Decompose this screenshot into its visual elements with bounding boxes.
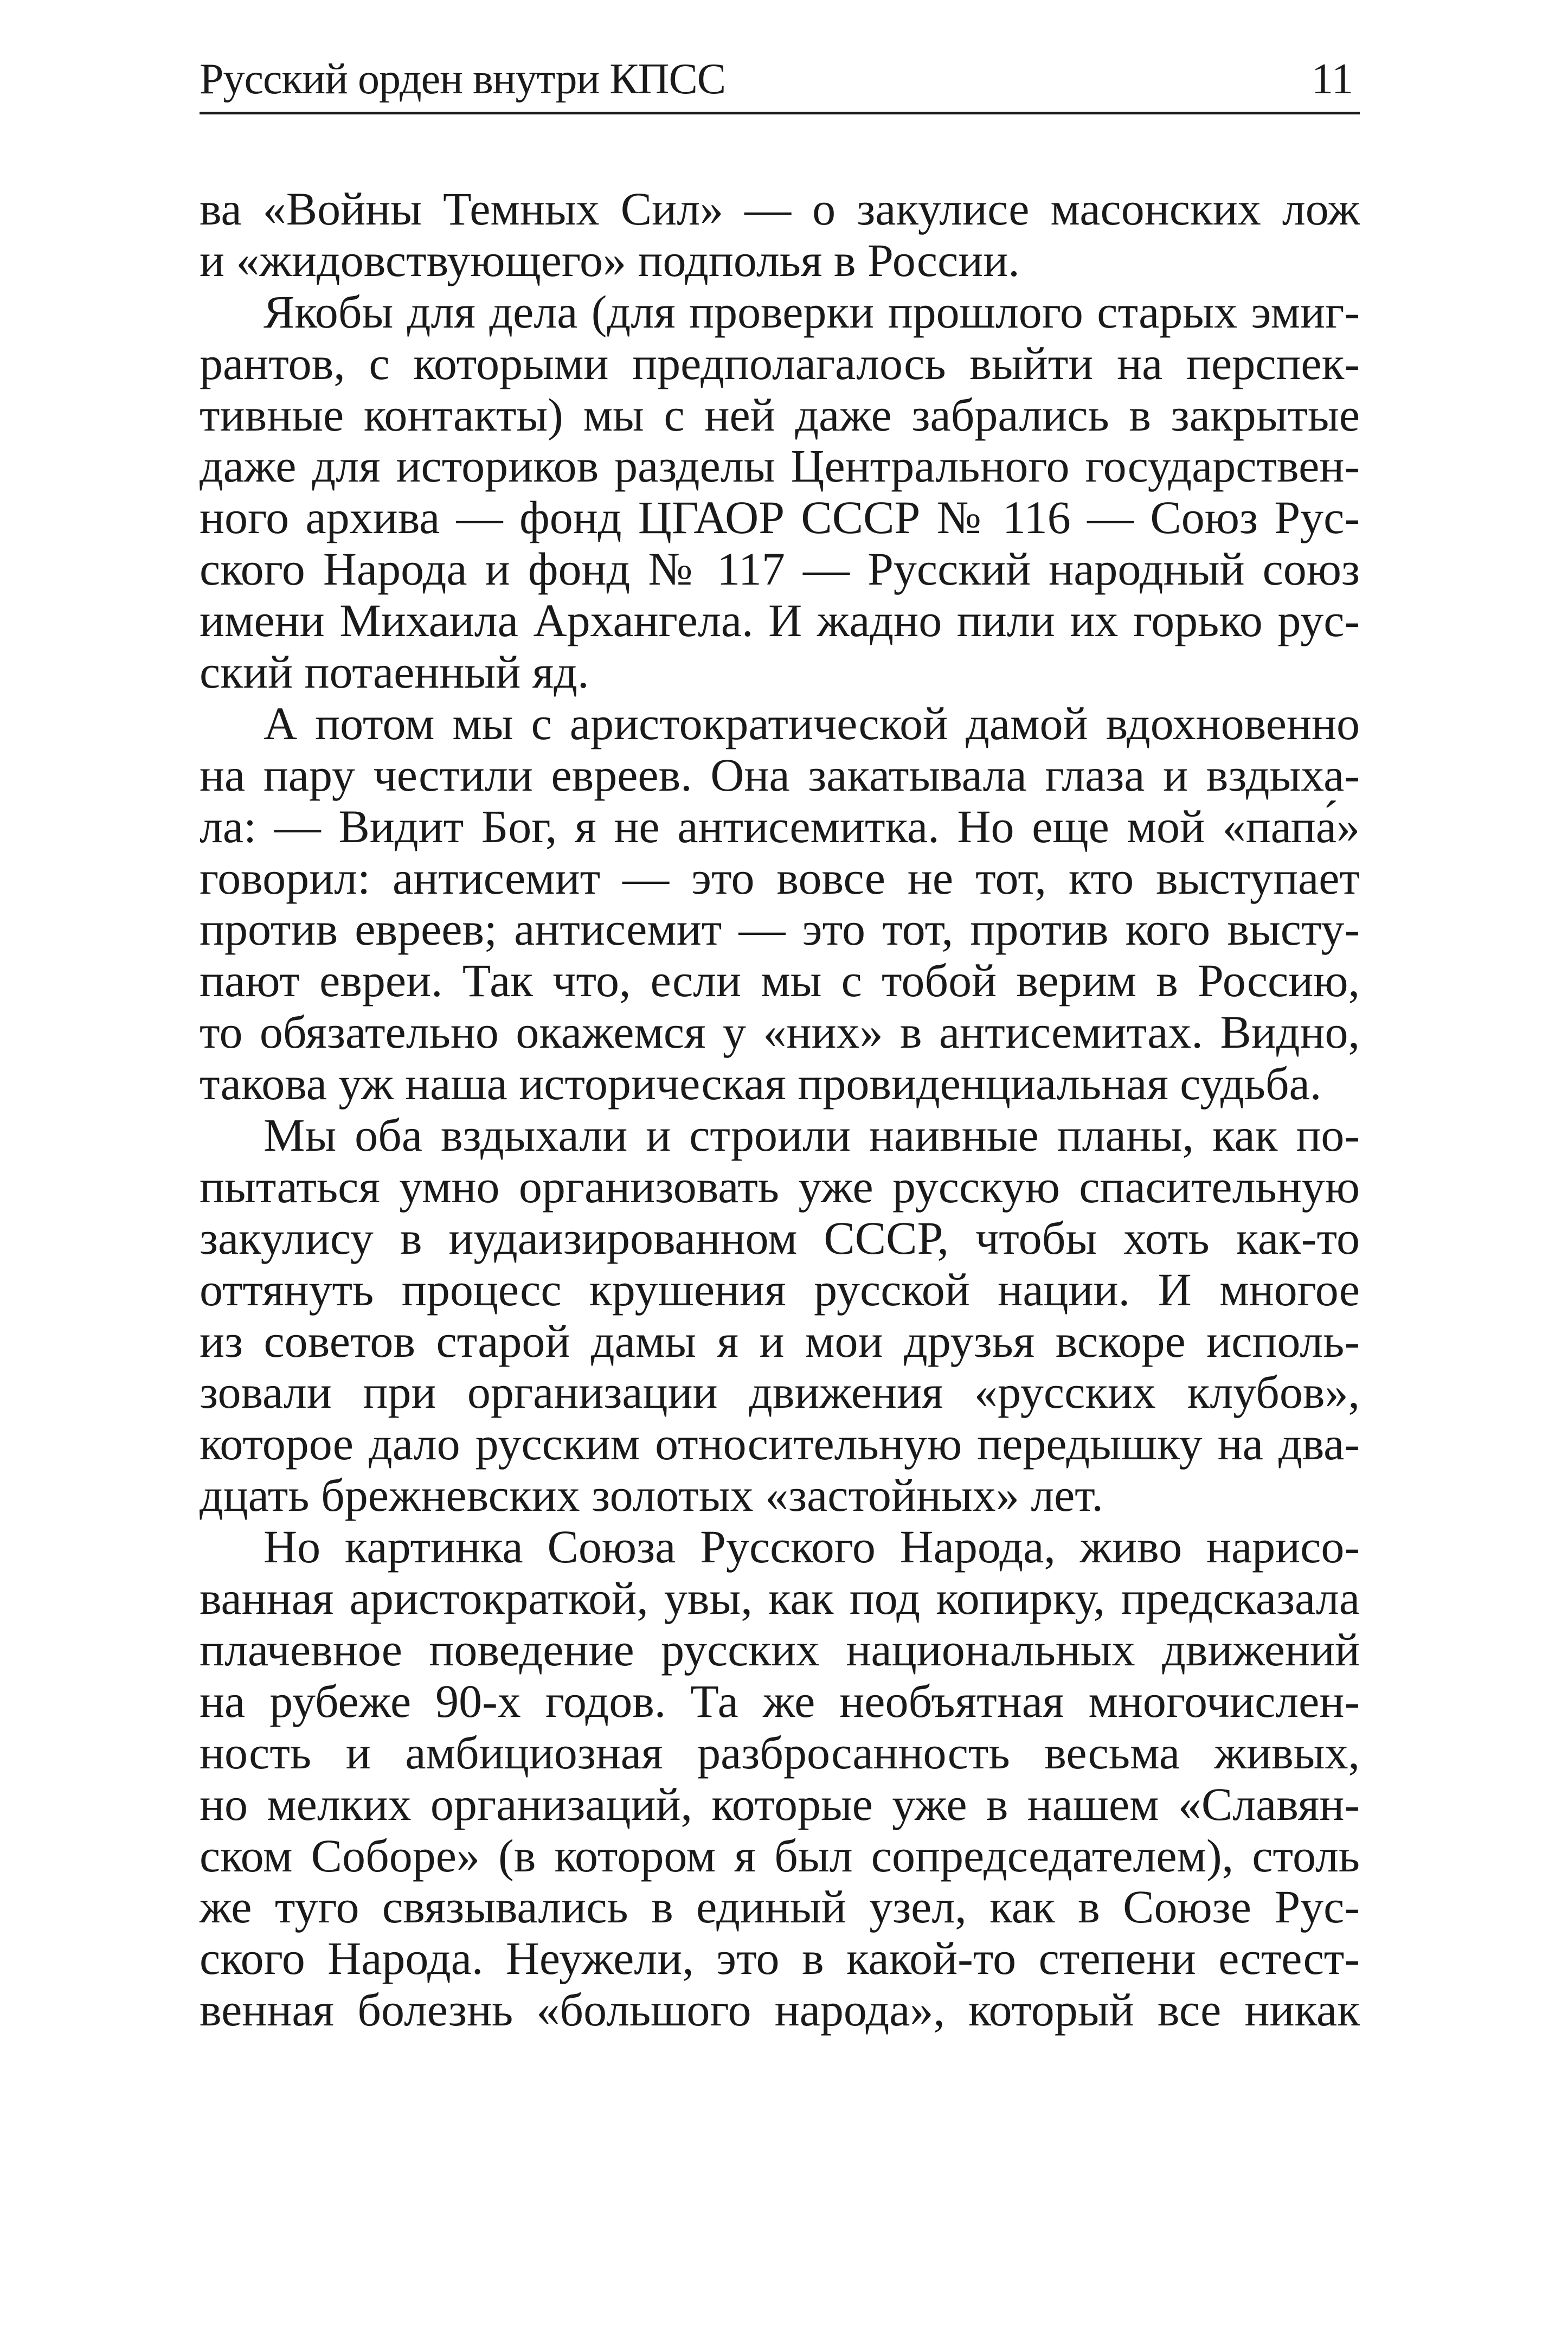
text-line: Но картинка Союза Русского Народа, живо нарисо- xyxy=(264,1521,1360,1573)
text-line: ского Народа и фонд № 117 — Русский народный союз xyxy=(200,543,1360,595)
text-line: ского Народа. Неужели, это в какой-то степени естест- xyxy=(200,1932,1360,1985)
text-line: ность и амбициозная разбросанность весьма живых, xyxy=(200,1726,1360,1779)
text-line: из советов старой дамы я и мои друзья вскоре исполь- xyxy=(200,1314,1360,1367)
text-line: плачевное поведение русских национальных движений xyxy=(200,1623,1360,1676)
running-title: Русский орден внутри КПСС xyxy=(200,55,726,103)
text-line: оттянуть процесс крушения русской нации. И многое xyxy=(200,1263,1360,1316)
book-page xyxy=(200,52,1360,2286)
text-line: против евреев; антисемит — это тот, против кого высту- xyxy=(200,903,1360,956)
text-line: пают евреи. Так что, если мы с тобой верим в Россию, xyxy=(200,954,1360,1007)
text-line: ного архива — фонд ЦГАОР СССР № 116 — Союз Рус- xyxy=(200,491,1360,544)
page-number: 11 xyxy=(1311,55,1353,103)
text-line: такова уж наша историческая провиденциальная судьба. xyxy=(200,1057,1322,1110)
text-line: ском Соборе» (в котором я был сопредседателем), столь xyxy=(200,1829,1360,1882)
text-line: и «жидовствующего» подполья в России. xyxy=(200,234,1020,286)
text-line: то обязательно окажемся у «них» в антисемитах. Видно, xyxy=(200,1006,1360,1059)
text-line: даже для историков разделы Центрального государствен- xyxy=(200,440,1360,492)
text-line: закулису в иудаизированном СССР, чтобы хоть как-то xyxy=(200,1211,1360,1264)
text-line: зовали при организации движения «русских клубов», xyxy=(200,1366,1360,1419)
text-line: ский потаенный яд. xyxy=(200,646,589,698)
text-line: ва «Войны Темных Сил» — о закулисе масонских лож xyxy=(200,183,1360,235)
text-line: дцать брежневских золотых «застойных» лет. xyxy=(200,1469,1103,1522)
text-line: рантов, с которыми предполагалось выйти на перспек- xyxy=(200,337,1360,389)
text-line: имени Михаила Архангела. И жадно пили их горько рус- xyxy=(200,594,1360,647)
text-line: тивные контакты) мы с ней даже забрались в закрытые xyxy=(200,388,1360,441)
text-line: Якобы для дела (для проверки прошлого старых эмиг- xyxy=(264,285,1360,338)
text-line: на рубеже 90-х годов. Та же необъятная многочислен- xyxy=(200,1675,1360,1727)
text-line: но мелких организаций, которые уже в нашем «Славян- xyxy=(200,1778,1360,1830)
text-line: пытаться умно организовать уже русскую спасительную xyxy=(200,1160,1360,1213)
running-header xyxy=(200,52,1360,114)
text-line: А потом мы с аристократической дамой вдохновенно xyxy=(264,697,1360,749)
text-line: которое дало русским относительную передышку на два- xyxy=(200,1418,1360,1470)
text-line: же туго связывались в единый узел, как в Союзе Рус- xyxy=(200,1881,1360,1933)
text-line: говорил: антисемит — это вовсе не тот, кто выступает xyxy=(200,851,1360,904)
text-line: на пару честили евреев. Она закатывала глаза и вздыха- xyxy=(200,748,1360,801)
text-line: Мы оба вздыхали и строили наивные планы, как по- xyxy=(264,1109,1360,1162)
text-line: ла: — Видит Бог, я не антисемитка. Но еще мой «папа́» xyxy=(200,800,1360,852)
text-line: венная болезнь «большого народа», который все никак xyxy=(200,1984,1360,2036)
body-text xyxy=(200,183,1360,2036)
text-line: ванная аристократкой, увы, как под копирку, предсказала xyxy=(200,1572,1360,1625)
